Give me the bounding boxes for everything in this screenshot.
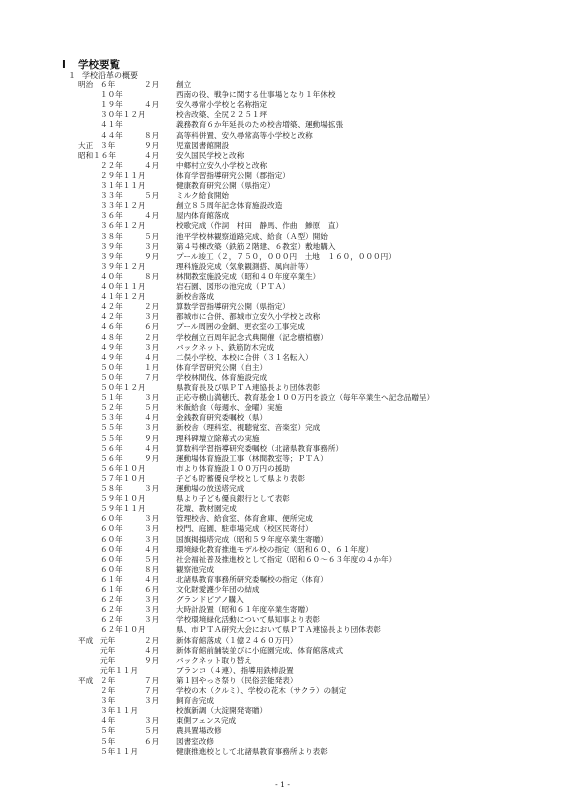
row-year: 元年 bbox=[100, 645, 116, 655]
row-year: ５７年１０月 bbox=[100, 473, 146, 483]
row-month: ３月 bbox=[144, 716, 160, 726]
row-event: 算数学習指導研究公開（県指定） bbox=[176, 302, 290, 312]
row-month: ８月 bbox=[144, 564, 160, 574]
row-month: ３月 bbox=[144, 423, 160, 433]
row-event: ミルク給食開始 bbox=[176, 191, 230, 201]
row-year: ６１年 bbox=[100, 585, 123, 594]
row-month: ９月 bbox=[144, 453, 160, 463]
row-year: １０年 bbox=[100, 90, 123, 100]
row-month: ８月 bbox=[144, 130, 160, 140]
row-era: 明治 bbox=[78, 80, 94, 89]
row-year: ５年１１月 bbox=[100, 746, 138, 756]
row-year: ６０年 bbox=[100, 564, 123, 574]
row-year: 元年 bbox=[100, 655, 116, 665]
row-event: 第４号棟改築（鉄筋２階建、６教室）敷地購入 bbox=[176, 241, 336, 251]
row-year: ３８年 bbox=[100, 231, 123, 241]
row-event: 国旗掲揚塔完成（昭和５９年度卒業生寄贈） bbox=[176, 534, 328, 544]
row-event: 安久国民学校と改称 bbox=[176, 150, 245, 160]
row-event: 北諸県教育事務所研究委嘱校の指定（体育） bbox=[176, 574, 328, 584]
row-event: 東側フェンス完成 bbox=[176, 716, 237, 726]
row-event: 創立８５周年記念体育施設改造 bbox=[176, 201, 283, 211]
row-month: ５月 bbox=[144, 191, 160, 201]
row-year: ６０年 bbox=[100, 554, 123, 564]
row-month: ６月 bbox=[144, 585, 160, 594]
row-event: 体育学習研究公開（自主） bbox=[176, 362, 268, 372]
row-year: ６０年 bbox=[100, 534, 123, 544]
row-event: 第１回やっさ祭り（民俗芸能発表） bbox=[176, 675, 298, 685]
row-event: 都城市に合併、都城市立安久小学校と改称 bbox=[176, 312, 321, 322]
row-event: 正応寺横山満穂氏、教育基金１００万円を設立（毎年卒業生へ記念品贈呈） bbox=[176, 393, 435, 403]
row-month: ４月 bbox=[144, 150, 160, 160]
row-year: ５年 bbox=[100, 726, 116, 736]
row-month: ４月 bbox=[144, 100, 160, 110]
row-year: ６０年 bbox=[100, 524, 123, 534]
row-year: ５２年 bbox=[100, 403, 123, 413]
row-event: 学校林間伐、体育施設完成 bbox=[176, 372, 268, 382]
row-year: ６２年１０月 bbox=[100, 625, 146, 635]
row-year: ５５年 bbox=[100, 423, 123, 433]
row-event: 市より体育施設１００万円の援助 bbox=[176, 463, 290, 473]
row-era: 平成 bbox=[78, 675, 94, 685]
row-event: 岩石園、図形の池完成（ＰＴＡ） bbox=[176, 282, 290, 291]
row-year: ２９年１１月 bbox=[100, 170, 146, 180]
row-event: 新校舎落成 bbox=[176, 292, 214, 302]
row-event: 管理校舎、給食室、体育倉庫、便所完成 bbox=[176, 514, 313, 524]
row-event: 児童図書館開設 bbox=[176, 140, 230, 150]
row-year: ５０年 bbox=[100, 362, 123, 372]
row-year: ５６年 bbox=[100, 453, 123, 463]
row-year: ２年 bbox=[100, 686, 116, 695]
row-month: ３月 bbox=[144, 484, 160, 493]
row-year: ４年 bbox=[100, 716, 116, 726]
row-year: ４１年 bbox=[100, 120, 123, 130]
row-event: 新体育館前舗装並びに小庭園完成、体育館落成式 bbox=[176, 645, 344, 655]
row-month: ２月 bbox=[144, 635, 160, 645]
row-month: ２月 bbox=[144, 332, 160, 342]
row-event: 学校の木（クルミ）、学校の花木（サクラ）の制定 bbox=[176, 686, 347, 695]
row-year: ４９年 bbox=[100, 352, 123, 362]
row-year: ６２年 bbox=[100, 595, 123, 605]
row-event: 文化財愛護少年団の結成 bbox=[176, 585, 260, 594]
row-month: ４月 bbox=[144, 211, 160, 221]
row-year: １９年 bbox=[100, 100, 123, 110]
row-year: ６２年 bbox=[100, 615, 123, 625]
row-year: ３３年 bbox=[100, 191, 123, 201]
row-event: 林間教室施設完成（昭和４０年度卒業生） bbox=[176, 271, 321, 281]
row-event: 校旗新調（大淀開発寄贈） bbox=[176, 706, 268, 716]
row-event: 学校環境緑化活動について県知事より表彰 bbox=[176, 615, 321, 625]
row-month: ３月 bbox=[144, 534, 160, 544]
row-year: ５９年１１月 bbox=[100, 504, 146, 514]
row-event: 校舎改築、全尻２２５１坪 bbox=[176, 110, 268, 120]
row-event: 新体育館落成（１億２４６０万円） bbox=[176, 635, 298, 645]
row-event: バックネット取り替え bbox=[176, 655, 252, 665]
row-year: 元年 bbox=[100, 635, 116, 645]
row-event: グランドピアノ購入 bbox=[176, 595, 244, 605]
row-event: 校門、庭園、駐車場完成（校区民寄付） bbox=[176, 524, 313, 534]
row-event: 中郷村立安久小学校と改称 bbox=[176, 160, 268, 170]
row-year: ６０年 bbox=[100, 544, 123, 554]
row-month: ３月 bbox=[144, 312, 160, 322]
row-year: ４０年 bbox=[100, 271, 123, 281]
row-month: ９月 bbox=[144, 433, 160, 443]
row-event: 校歌完成（作詞 村田 静馬、作曲 鯵原 直） bbox=[176, 221, 344, 231]
row-month: ７月 bbox=[144, 675, 160, 685]
row-year: ４４年 bbox=[100, 130, 123, 140]
row-event: バックネット、鉄筋防木完成 bbox=[176, 342, 274, 352]
row-year: ５０年１２月 bbox=[100, 383, 146, 392]
row-year: ３９年１２月 bbox=[100, 261, 146, 271]
row-event: 花壇、教材園完成 bbox=[176, 504, 237, 514]
row-year: ２年 bbox=[100, 675, 116, 685]
row-month: ４月 bbox=[144, 443, 160, 453]
row-event: プール周囲の金網、更衣室の工事完成 bbox=[176, 322, 305, 332]
row-era: 平成 bbox=[78, 635, 94, 645]
row-year: ４９年 bbox=[100, 342, 123, 352]
row-month: ５月 bbox=[144, 554, 160, 564]
row-month: ２月 bbox=[144, 80, 160, 89]
subsection-title: 学校沿革の概要 bbox=[82, 71, 138, 80]
row-month: ４月 bbox=[144, 352, 160, 362]
row-year: ６１年 bbox=[100, 574, 123, 584]
row-month: ４月 bbox=[144, 574, 160, 584]
row-month: ８月 bbox=[144, 271, 160, 281]
row-year: ５３年 bbox=[100, 413, 123, 423]
row-event: 飼育舎完成 bbox=[176, 696, 214, 706]
row-event: 池平学校林観察道路完成、給食（Ａ型）開始 bbox=[176, 231, 328, 241]
row-year: ６０年 bbox=[100, 514, 123, 524]
row-year: ６２年 bbox=[100, 605, 123, 615]
row-month: ９月 bbox=[144, 140, 160, 150]
row-month: ３月 bbox=[144, 696, 160, 706]
row-era: 大正 bbox=[78, 140, 94, 150]
row-month: ３月 bbox=[144, 342, 160, 352]
row-event: 子ども貯蓄優良学校として県より表彰 bbox=[176, 473, 306, 483]
row-event: 安久尋常小学校と名称指定 bbox=[176, 100, 268, 110]
row-event: 理科碑壇立除幕式の実施 bbox=[176, 433, 260, 443]
row-year: ３１年１１月 bbox=[100, 181, 146, 190]
row-event: 県より子ども優良銀行として表彰 bbox=[176, 494, 290, 504]
row-year: ４１年１２月 bbox=[100, 292, 146, 302]
row-month: ３月 bbox=[144, 514, 160, 524]
row-event: 金銭教育研究委嘱校（県） bbox=[176, 413, 268, 423]
subsection-number: １ bbox=[68, 71, 76, 80]
row-event: 図書室改修 bbox=[176, 736, 214, 746]
row-year: ５６年 bbox=[100, 443, 123, 453]
row-year: ６年 bbox=[100, 80, 116, 89]
row-year: ５年 bbox=[100, 736, 116, 746]
row-month: ５月 bbox=[144, 231, 160, 241]
row-event: 健康推進校として北諸県教育事務所より表彰 bbox=[176, 746, 328, 756]
row-event: 米飯給食（毎週水、金曜）実施 bbox=[176, 403, 283, 413]
row-month: ４月 bbox=[144, 645, 160, 655]
row-event: 社会福祉普及推進校として指定（昭和６０～６３年度の４か年） bbox=[176, 554, 397, 564]
section-title: 学校要覧 bbox=[78, 59, 120, 71]
row-year: ５６年１０月 bbox=[100, 463, 146, 473]
section-number: Ⅰ bbox=[62, 59, 66, 71]
row-year: ３３年１２月 bbox=[100, 201, 146, 211]
row-year: ５９年１０月 bbox=[100, 494, 146, 504]
row-month: ９月 bbox=[144, 251, 160, 261]
row-year: ３９年 bbox=[100, 241, 123, 251]
row-year: ５５年 bbox=[100, 433, 123, 443]
row-month: ６月 bbox=[144, 322, 160, 332]
row-month: ４月 bbox=[144, 160, 160, 170]
row-event: 運動場の放送塔完成 bbox=[176, 484, 245, 493]
row-event: 義務教育６か年延長のため校舎増築、運動場拡張 bbox=[176, 120, 344, 130]
row-month: ３月 bbox=[144, 595, 160, 605]
row-month: ３月 bbox=[144, 524, 160, 534]
row-year: ４８年 bbox=[100, 332, 123, 342]
row-month: ４月 bbox=[144, 544, 160, 554]
row-year: ５８年 bbox=[100, 484, 123, 493]
page-number: - 1 - bbox=[275, 780, 290, 789]
row-year: ３９年 bbox=[100, 251, 123, 261]
row-year: ３６年１２月 bbox=[100, 221, 146, 231]
row-event: 県教育長及び県ＰＴＡ連協長より団体表彰 bbox=[176, 383, 321, 392]
row-year: ５０年 bbox=[100, 372, 123, 382]
row-month: ２月 bbox=[144, 302, 160, 312]
row-event: 二俣小学校、本校に合併（３１名転入） bbox=[176, 352, 313, 362]
row-month: ４月 bbox=[144, 413, 160, 423]
row-event: 算数科学習指導研究委嘱校（北諸県教育事務所） bbox=[176, 443, 344, 453]
row-event: ブランコ（４連）、指導用鉄棒設置 bbox=[176, 665, 294, 675]
row-event: 西南の役、戦争に関する仕事場となり１年休校 bbox=[176, 90, 336, 100]
row-month: ７月 bbox=[144, 686, 160, 695]
row-event: 体育学習指導研究公開（郡指定） bbox=[176, 170, 290, 180]
row-year: ３年 bbox=[100, 140, 116, 150]
row-event: 環境緑化教育推進モデル校の指定（昭和６０、６１年度） bbox=[176, 544, 374, 554]
row-year: ４０年１１月 bbox=[100, 282, 146, 291]
row-event: 県、市ＰＴＡ研究大会において県ＰＴＡ連協長より団体表彰 bbox=[176, 625, 382, 635]
row-event: 大時計設置（昭和６１年度卒業生寄贈） bbox=[176, 605, 313, 615]
row-month: ３月 bbox=[144, 393, 160, 403]
row-month: ９月 bbox=[144, 655, 160, 665]
row-event: 観察池完成 bbox=[176, 564, 214, 574]
row-month: ５月 bbox=[144, 726, 160, 736]
row-event: 健康教育研究公開（県指定） bbox=[176, 181, 275, 190]
row-year: ４２年 bbox=[100, 302, 123, 312]
row-year: ４２年 bbox=[100, 312, 123, 322]
row-year: ３年１１月 bbox=[100, 706, 138, 716]
row-year: ３６年 bbox=[100, 211, 123, 221]
row-month: ３月 bbox=[144, 241, 160, 251]
row-month: ６月 bbox=[144, 736, 160, 746]
row-year: ５１年 bbox=[100, 393, 123, 403]
row-event: 理科施設完成（気象観測搭、風向計等） bbox=[176, 261, 313, 271]
row-event: 高等科併置、安久尋常高等小学校と改称 bbox=[176, 130, 313, 140]
row-month: ５月 bbox=[144, 403, 160, 413]
row-year: ３０年１２月 bbox=[100, 110, 146, 120]
row-event: 屋内体育館落成 bbox=[176, 211, 230, 221]
row-year: ３年 bbox=[100, 696, 116, 706]
row-year: 元年１１月 bbox=[100, 665, 138, 675]
row-month: １月 bbox=[144, 362, 160, 372]
row-event: 農具置場改修 bbox=[176, 726, 222, 736]
row-event: 学校創立百周年記念式典開催（記念樹植樹） bbox=[176, 332, 328, 342]
row-year: ４６年 bbox=[100, 322, 123, 332]
row-era: 昭和１６年 bbox=[78, 150, 116, 160]
row-event: 新校舎（理科室、視聴覚室、音楽室）完成 bbox=[176, 423, 321, 433]
row-month: ７月 bbox=[144, 372, 160, 382]
row-year: ２２年 bbox=[100, 160, 123, 170]
row-event: プール竣工（２，７５０，０００円 土地 １６０，０００円） bbox=[176, 251, 396, 261]
row-month: ３月 bbox=[144, 615, 160, 625]
row-event: 創立 bbox=[176, 80, 192, 89]
row-month: ３月 bbox=[144, 605, 160, 615]
row-event: 運動場体育施設工事（林間教室等；ＰＴＡ） bbox=[176, 453, 328, 463]
